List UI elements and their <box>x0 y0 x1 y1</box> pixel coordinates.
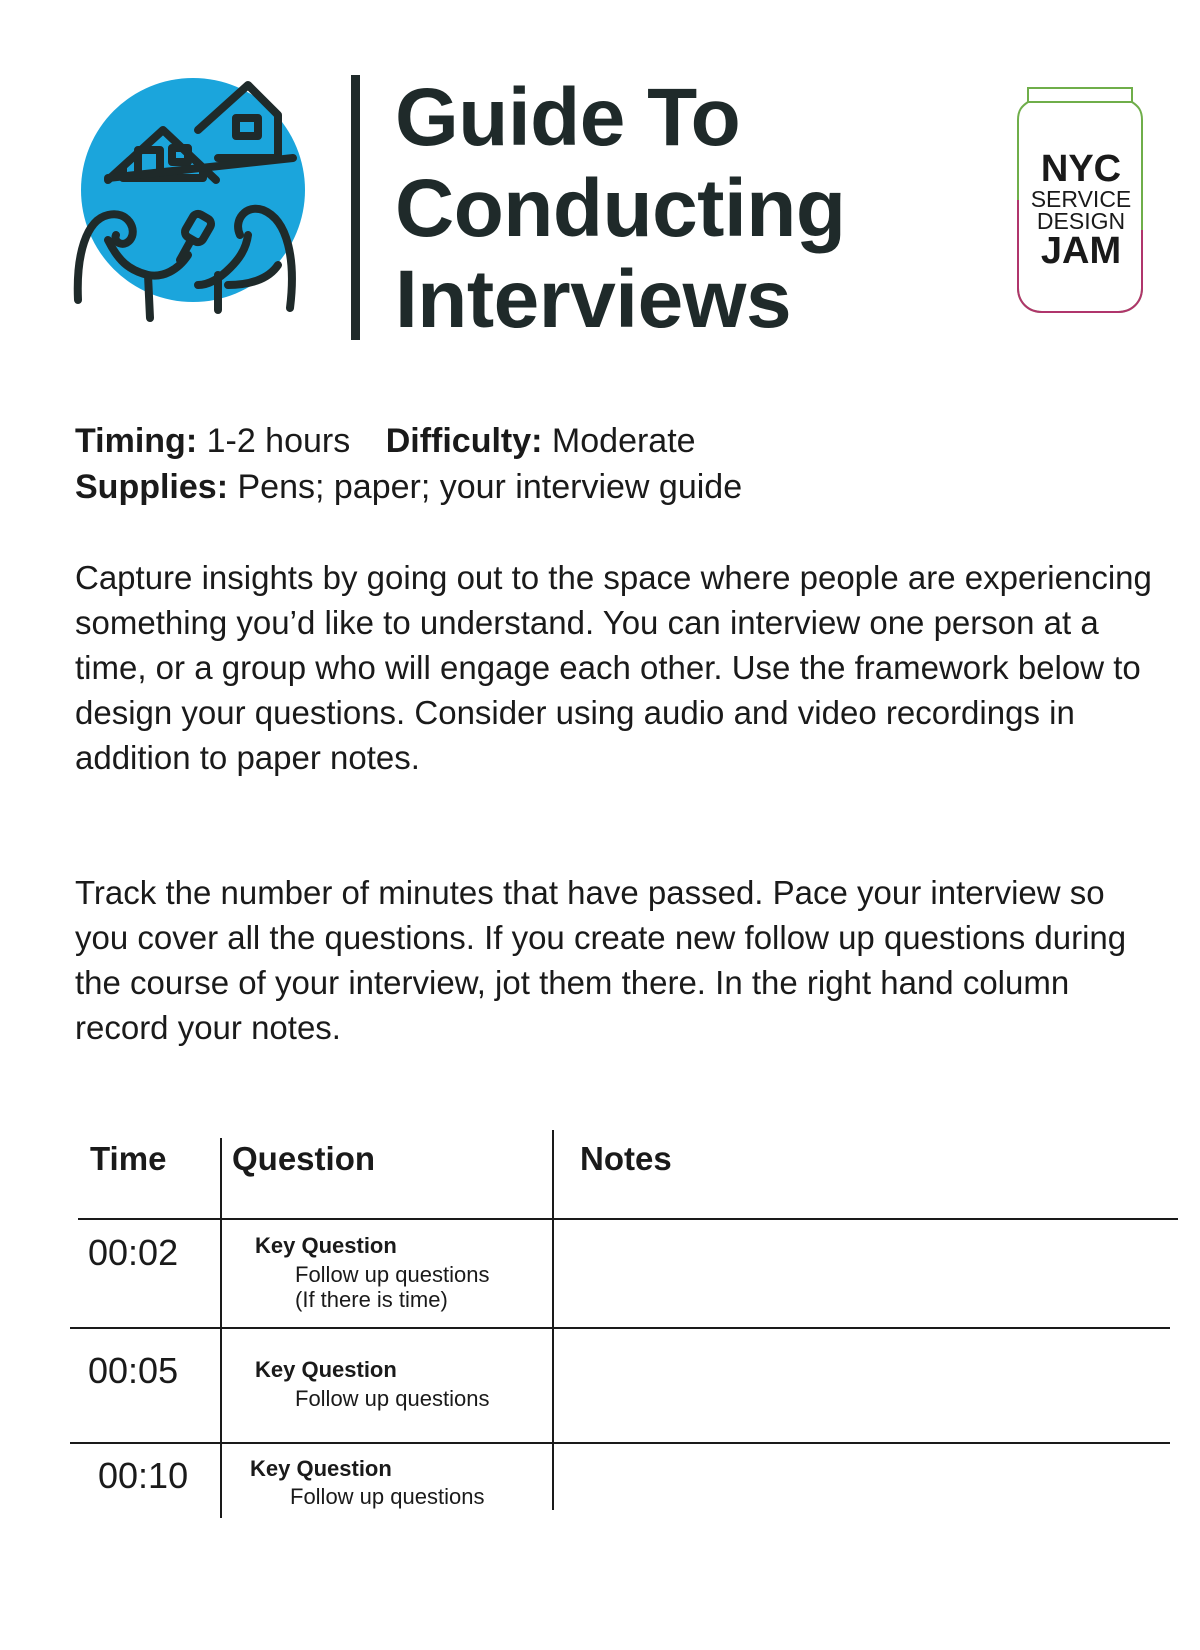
difficulty-label: Difficulty: <box>385 422 543 460</box>
title-line: Guide To <box>395 72 741 163</box>
row-follow-up-note: (If there is time) <box>295 1287 448 1312</box>
column-divider <box>552 1130 554 1510</box>
row-follow-up: Follow up questions <box>290 1484 485 1509</box>
row-key-question: Key Question <box>250 1456 392 1481</box>
header-time: Time <box>90 1140 167 1177</box>
intro-paragraph: Capture insights by going out to the space where people are experiencing something you’d like to understand. You can interview one person at a time, or a group who will engage each other. Use the framework below to design your questions. Consider using audio and video recordings in addition to paper notes. <box>75 559 1152 776</box>
title-divider <box>351 75 360 340</box>
row-time: 00:05 <box>88 1350 179 1391</box>
column-divider <box>220 1138 222 1518</box>
meta-info <box>75 418 742 510</box>
row-key-question: Key Question <box>255 1233 397 1258</box>
difficulty-value: Moderate <box>551 422 696 460</box>
title-line: Conducting <box>395 163 846 254</box>
supplies-label: Supplies: <box>75 468 229 506</box>
logo-line: SERVICE <box>1030 186 1132 212</box>
row-time: 00:02 <box>88 1232 179 1273</box>
supplies-value: Pens; paper; your interview guide <box>237 468 743 506</box>
logo <box>1010 150 1152 270</box>
title-line: Interviews <box>395 254 792 345</box>
instructions-paragraph: Track the number of minutes that have passed. Pace your interview so you cover all the questions. If you create new follow up questions during the course of your interview, jot them there. In the right hand column record your notes. <box>75 874 1127 1046</box>
logo-line: JAM <box>1040 230 1122 272</box>
header-question: Question <box>232 1140 376 1177</box>
page-title <box>395 72 845 345</box>
logo-line: NYC <box>1040 148 1122 190</box>
timing-value: 1-2 hours <box>206 422 351 460</box>
meta-row-1 <box>75 418 742 464</box>
row-time: 00:10 <box>98 1455 189 1496</box>
row-divider <box>70 1442 1170 1444</box>
row-key-question: Key Question <box>255 1357 397 1382</box>
logo-line: DESIGN <box>1036 208 1126 234</box>
row-divider <box>70 1327 1170 1329</box>
row-divider <box>78 1218 1178 1220</box>
timing-label: Timing: <box>75 422 198 460</box>
interview-people-house-icon <box>68 70 318 340</box>
meta-row-2 <box>75 464 742 510</box>
row-follow-up: Follow up questions <box>295 1386 490 1411</box>
row-follow-up: Follow up questions <box>295 1262 490 1287</box>
header-notes: Notes <box>580 1140 672 1177</box>
